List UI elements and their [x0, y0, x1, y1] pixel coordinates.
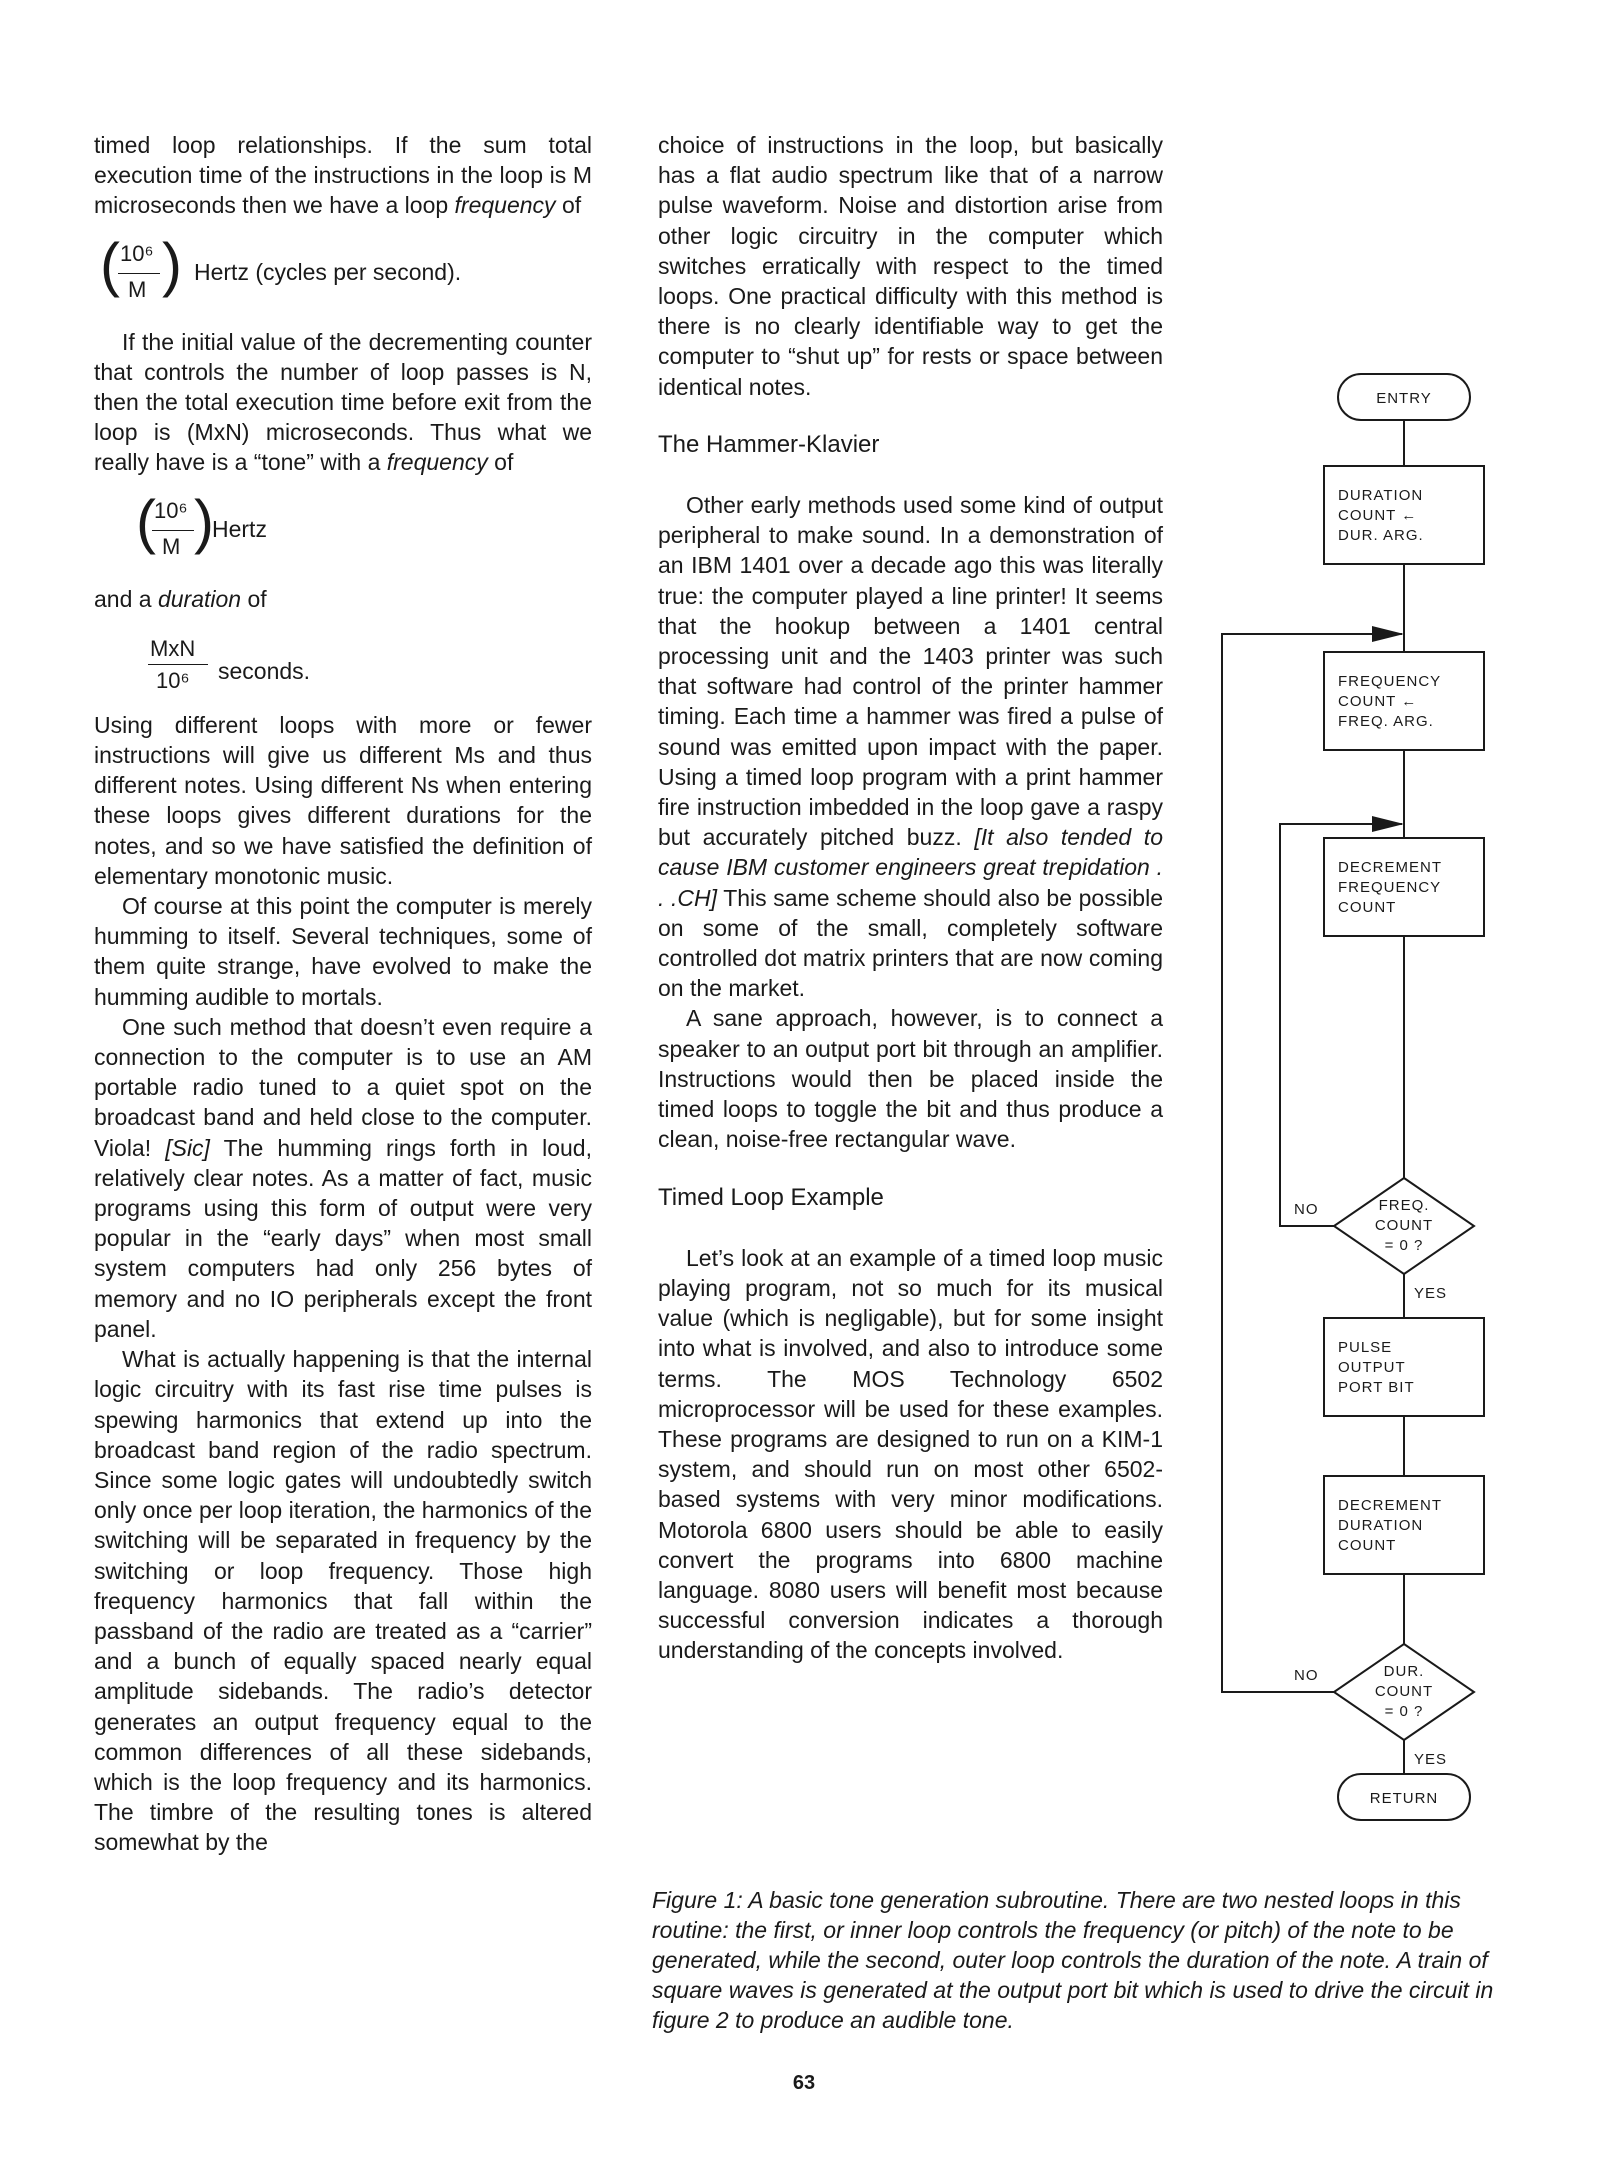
- decrement-duration-line-2: DURATION: [1338, 1517, 1424, 1534]
- figure-1-basic-tone-flowchart: [1218, 370, 1503, 1860]
- dur-test-line-1: DUR.: [1383, 1663, 1425, 1680]
- freq-test-line-3: = 0 ?: [1384, 1237, 1424, 1254]
- pulse-output-line-1: PULSE: [1338, 1339, 1393, 1356]
- page-number: 63: [792, 2072, 816, 2094]
- basic-tone-labels: [1294, 390, 1447, 1807]
- paragraph: What is actually happening is that the internal logic circuitry with its fast rise time pulses is spewing harmonics that extend up into the broadcast band region of the radio spectrum. Since some logic gates will undoubtedly switch only once per loop iteration, the harmonics of the switching will be separated in frequency by the switching or loop frequency. Those high frequency harmonics that fall within the passband of the radio are treated as a “carrier” and a bunch of equally spaced nearly equal amplitude sidebands. The radio’s detector generates an output frequency equal to the common differences of all these sidebands, which is the loop frequency and its harmonics. The timbre of the resulting tones is altered somewhat by the: [94, 1346, 592, 1856]
- paragraph: Let’s look at an example of a timed loop music playing program, not so much for its musical value (which is negligable), but for some insight into what is involved, and also to introduce some terms. The MOS Technology 6502 microprocessor will be used for these examples. These programs are designed to run on a KIM-1 system, and should run on most other 6502-based systems with very minor modifications. Motorola 6800 users should be able to easily convert the programs into 6800 machine language. 8080 users will benefit most because successful conversion indicates a thorough understanding of the concepts involved.: [658, 1244, 1163, 1664]
- decrement-duration-line-3: COUNT: [1338, 1537, 1397, 1554]
- equation-numerator: MxN: [150, 635, 196, 661]
- caption-text: Figure 1: A basic tone generation subroutine. There are two nested loops in this routine: the first, or inner loop controls the frequency (or pitch) of the note to be generated, while the second, outer loop controls the duration of the note. A train of square waves is generated at the output port bit which is used to drive the circuit in figure 2 to produce an audible tone.: [652, 1887, 1494, 2033]
- equation-denominator: 10⁶: [156, 667, 190, 693]
- duration-count-line-1: DURATION: [1338, 487, 1424, 504]
- freq-test-line-1: FREQ.: [1378, 1197, 1430, 1214]
- middle-column: [658, 130, 1163, 1666]
- paragraph: choice of instructions in the loop, but basically has a flat audio spectrum like that of a narrow pulse waveform. Noise and distortion arise from other logic circuitry in the computer which switches erratically with respect to the timed loops. One practical difficulty with this method is there is no clearly identifiable way to get the computer to “shut up” for rests or space between identical notes.: [658, 132, 1163, 400]
- decrement-frequency-line-1: DECREMENT: [1338, 859, 1443, 876]
- decrement-duration-line-1: DECREMENT: [1338, 1497, 1443, 1514]
- paragraph: Using different loops with more or fewer instructions will give us different Ms and thus different notes. Using different Ns when entering these loops gives different durations for the notes, and so we have satisfied the definition of elementary monotonic music.: [94, 711, 592, 889]
- section-heading: The Hammer-Klavier: [658, 430, 880, 458]
- left-column: [94, 130, 592, 1858]
- frequency-count-line-1: FREQUENCY: [1338, 673, 1442, 690]
- equation-duration: [94, 620, 592, 702]
- equation-numerator: 10⁶: [154, 497, 188, 523]
- pulse-output-line-2: OUTPUT: [1338, 1359, 1406, 1376]
- yes-label-outer: YES: [1414, 1751, 1448, 1768]
- frequency-count-line-2: COUNT ←: [1338, 693, 1418, 710]
- equation-denominator: M: [162, 533, 181, 559]
- duration-count-line-2: COUNT ←: [1338, 507, 1418, 524]
- no-label-inner: NO: [1294, 1201, 1319, 1218]
- equation-numerator: 10⁶: [120, 240, 154, 266]
- paragraph: If the initial value of the decrementing counter that controls the number of loop passes is N, then the total execution time before exit from the loop is (MxN) microseconds. Thus what we really have is a “tone” with a frequency of: [94, 328, 592, 476]
- paragraph: and a duration of: [94, 585, 267, 612]
- freq-test-line-2: COUNT: [1374, 1217, 1434, 1234]
- decrement-frequency-line-3: COUNT: [1338, 899, 1397, 916]
- dur-test-line-2: COUNT: [1374, 1683, 1434, 1700]
- equation-denominator: M: [128, 276, 147, 302]
- paragraph: Other early methods used some kind of output peripheral to make sound. In a demonstration of an IBM 1401 over a decade ago this was literally true: the computer played a line printer! It seems that the hookup between a 1401 central processing unit and the 1403 printer was such that software had control of the printer hammer timing. Each time a hammer was fired a pulse of sound was emitted upon impact with the paper. Using a timed loop program with a print hammer fire instruction imbedded in the loop gave a raspy but accurately pitched buzz. [It also tended to cause IBM customer engineers great trepidation . . .CH] This same scheme should also be possible on some of the small, completely software controlled dot matrix printers that are now coming on the market.: [658, 492, 1163, 1002]
- equation-frequency-2: ( 10⁶ M ) Hertz: [94, 484, 592, 576]
- section-heading: Timed Loop Example: [658, 1183, 884, 1211]
- entry-label: ENTRY: [1376, 390, 1432, 407]
- equation-unit: Hertz (cycles per second).: [194, 258, 462, 285]
- figure-caption: [652, 1885, 1532, 2035]
- return-label: RETURN: [1369, 1790, 1439, 1807]
- basic-tone-flowchart-svg: [1218, 370, 1503, 1860]
- decrement-frequency-line-2: FREQUENCY: [1338, 879, 1442, 896]
- paragraph: timed loop relationships. If the sum total execution time of the instructions in the loop is M microseconds then we have a loop frequency of: [94, 132, 592, 219]
- equation-frequency: ( 10⁶ M ) Hertz (cycles per second).: [94, 227, 592, 319]
- paragraph: A sane approach, however, is to connect a speaker to an output port bit through an amplifier. Instructions would then be placed inside the timed loops to toggle the bit and thus produce a clean, noise-free rectangular wave.: [658, 1005, 1163, 1153]
- paragraph: Of course at this point the computer is merely humming to itself. Several techniques, some of them quite strange, have evolved to make the humming audible to mortals.: [94, 893, 592, 1010]
- equation-unit: Hertz: [212, 515, 267, 542]
- equation-unit: seconds.: [218, 657, 311, 684]
- paragraph: One such method that doesn’t even require a connection to the computer is to use an AM portable radio tuned to a quiet spot on the broadcast band and held close to the computer. Viola! [Sic] The humming rings forth in loud, relatively clear notes. As a matter of fact, music programs using this form of output were very popular in the “early days” when most small system computers had only 256 bytes of memory and no IO peripherals except the front panel.: [94, 1013, 592, 1342]
- pulse-output-line-3: PORT BIT: [1338, 1379, 1415, 1396]
- duration-count-line-3: DUR. ARG.: [1338, 527, 1424, 544]
- yes-label-inner: YES: [1414, 1285, 1448, 1302]
- frequency-count-line-3: FREQ. ARG.: [1338, 713, 1434, 730]
- no-label-outer: NO: [1294, 1667, 1319, 1684]
- dur-test-line-3: = 0 ?: [1384, 1703, 1424, 1720]
